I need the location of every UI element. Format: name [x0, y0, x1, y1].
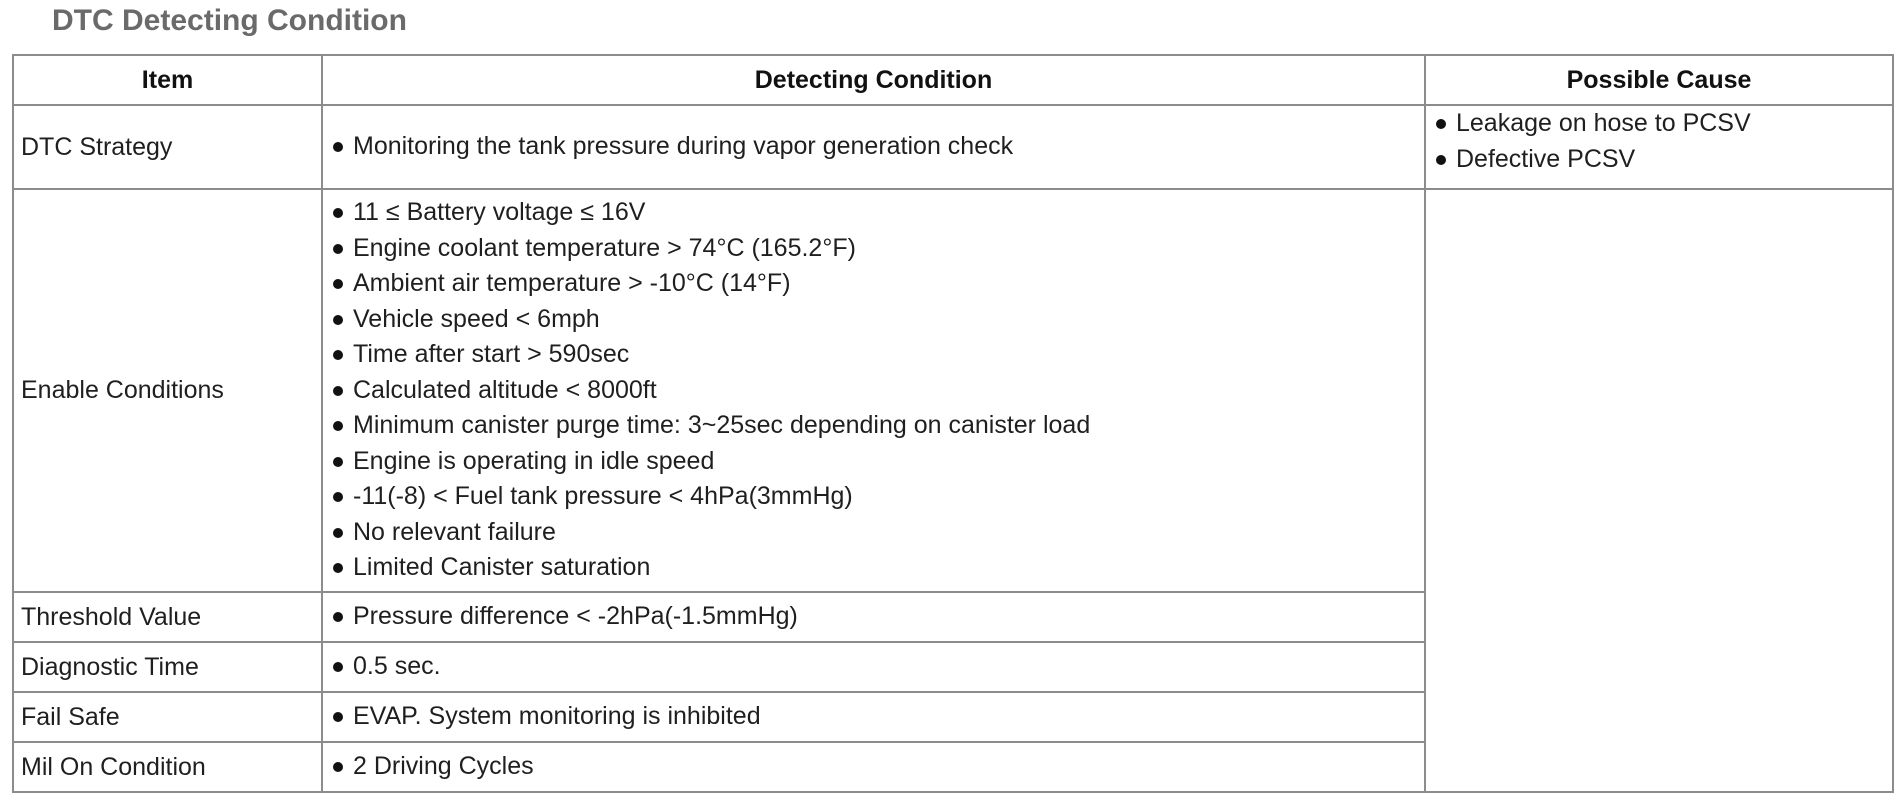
condition-item: Time after start > 590sec: [330, 337, 1417, 373]
table-header-row: [13, 55, 1893, 105]
condition-list: [330, 749, 1417, 785]
condition-item: 0.5 sec.: [330, 649, 1417, 685]
possible-cause-cell: [1425, 105, 1893, 189]
row-conditions: [322, 105, 1425, 189]
row-item-label: Diagnostic Time: [13, 642, 322, 692]
condition-item: Vehicle speed < 6mph: [330, 302, 1417, 338]
row-item-label: Threshold Value: [13, 592, 322, 642]
row-conditions: [322, 642, 1425, 692]
condition-item: 2 Driving Cycles: [330, 749, 1417, 785]
column-header-cause: Possible Cause: [1425, 55, 1893, 105]
condition-item: Ambient air temperature > -10°C (14°F): [330, 266, 1417, 302]
cause-item: Leakage on hose to PCSV: [1433, 106, 1885, 142]
row-conditions: [322, 742, 1425, 792]
table-row: [13, 189, 1893, 592]
row-conditions: [322, 592, 1425, 642]
row-item-label: DTC Strategy: [13, 105, 322, 189]
column-header-item: Item: [13, 55, 322, 105]
page-title: DTC Detecting Condition: [52, 4, 407, 37]
row-conditions: [322, 189, 1425, 592]
condition-list: [330, 649, 1417, 685]
row-item-label: Fail Safe: [13, 692, 322, 742]
column-header-condition: Detecting Condition: [322, 55, 1425, 105]
condition-item: -11(-8) < Fuel tank pressure < 4hPa(3mmHg): [330, 479, 1417, 515]
row-item-label: Mil On Condition: [13, 742, 322, 792]
condition-item: Engine coolant temperature > 74°C (165.2°F): [330, 231, 1417, 267]
possible-cause-empty-cell: [1425, 189, 1893, 792]
condition-item: Calculated altitude < 8000ft: [330, 373, 1417, 409]
condition-list: [330, 129, 1417, 165]
condition-item: EVAP. System monitoring is inhibited: [330, 699, 1417, 735]
condition-list: [330, 699, 1417, 735]
cause-list: [1433, 106, 1885, 177]
dtc-table: [12, 54, 1894, 793]
condition-item: Limited Canister saturation: [330, 550, 1417, 586]
condition-item: Minimum canister purge time: 3~25sec depending on canister load: [330, 408, 1417, 444]
row-item-label: Enable Conditions: [13, 189, 322, 592]
condition-list: [330, 599, 1417, 635]
table-row: [13, 105, 1893, 189]
condition-list: [330, 195, 1417, 586]
condition-item: 11 ≤ Battery voltage ≤ 16V: [330, 195, 1417, 231]
condition-item: No relevant failure: [330, 515, 1417, 551]
cause-item: Defective PCSV: [1433, 142, 1885, 178]
row-conditions: [322, 692, 1425, 742]
condition-item: Monitoring the tank pressure during vapor generation check: [330, 129, 1417, 165]
condition-item: Engine is operating in idle speed: [330, 444, 1417, 480]
condition-item: Pressure difference < -2hPa(-1.5mmHg): [330, 599, 1417, 635]
